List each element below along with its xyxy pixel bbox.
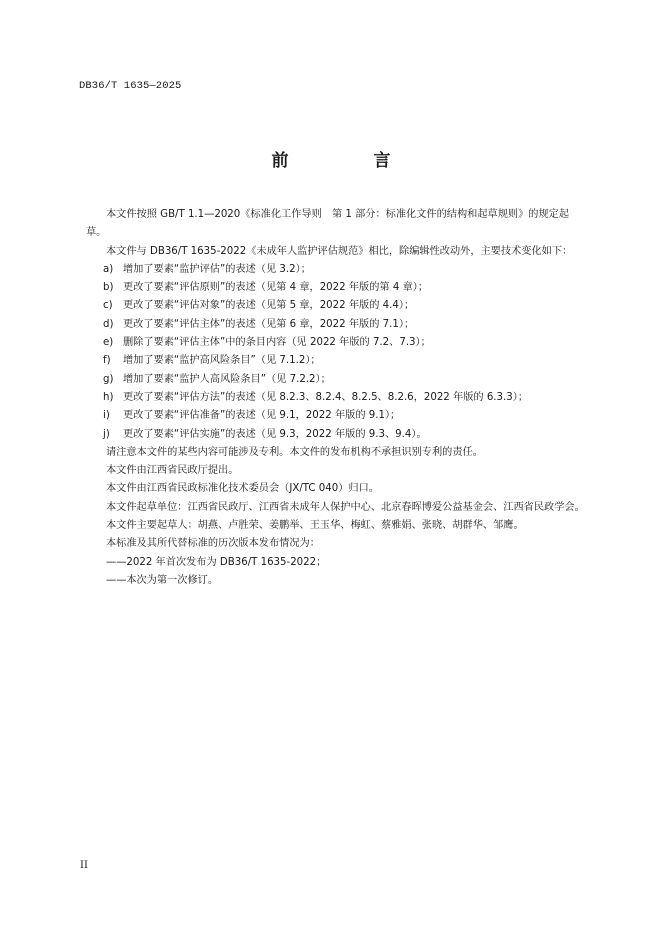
list-item: [86, 389, 586, 407]
foreword-body: [86, 206, 586, 590]
paragraph-proposer: 本文件由江西省民政厅提出。: [106, 465, 239, 477]
list-marker: i): [103, 410, 110, 422]
list-marker: a): [103, 263, 114, 275]
page-number: II: [80, 860, 88, 871]
list-marker: f): [103, 355, 111, 367]
list-item: [86, 334, 586, 352]
list-item-text: 增加了要素“监护评估”的表述（见 3.2）；: [123, 263, 311, 275]
list-item-text: 更改了要素“评估对象”的表述（见第 5 章，2022 年版的 4.4）；: [123, 300, 415, 312]
paragraph-committee: 本文件由江西省民政标准化技术委员会（JX/TC 040）归口。: [106, 483, 379, 495]
list-marker: c): [103, 300, 113, 312]
list-marker: e): [103, 337, 114, 349]
list-item: [86, 261, 586, 279]
list-item-text: 增加了要素“监护高风险条目”（见 7.1.2）；: [123, 355, 321, 367]
history-item: ——2022 年首次发布为 DB36/T 1635-2022；: [106, 556, 327, 568]
paragraph-drafters: 本文件主要起草人：胡燕、卢胜荣、姜鹏举、王玉华、梅虹、蔡雅娟、张晓、胡群华、邹鹰。: [106, 520, 524, 532]
list-item-text: 增加了要素“监护人高风险条目”（见 7.2.2）；: [123, 373, 331, 385]
paragraph-changes-intro: 本文件与 DB36/T 1635-2022《未成年人监护评估规范》相比，除编辑性改动外，主要技术变化如下：: [106, 245, 573, 257]
list-item-text: 更改了要素“评估方法”的表述（见 8.2.3、8.2.4、8.2.5、8.2.6，2022 年版的 6.3.3）；: [123, 391, 529, 403]
paragraph-drafting-basis: 本文件按照 GB/T 1.1—2020《标准化工作导则 第 1 部分：标准化文件的结构和起草规则》的规定起草。: [86, 209, 570, 239]
list-marker: d): [103, 318, 114, 330]
list-item-text: 更改了要素“评估实施”的表述（见 9.3，2022 年版的 9.3、9.4）。: [123, 428, 427, 440]
list-item: [86, 407, 586, 425]
list-item: [86, 371, 586, 389]
document-code: DB36/T 1635—2025: [79, 80, 182, 92]
list-marker: g): [103, 373, 114, 385]
list-marker: j): [103, 428, 110, 440]
paragraph-history-intro: 本标准及其所代替标准的历次版本发布情况为：: [106, 538, 320, 550]
list-item-text: 更改了要素“评估准备”的表述（见 9.1，2022 年版的 9.1）；: [123, 410, 401, 422]
paragraph-drafting-units: 本文件起草单位：江西省民政厅、江西省未成年人保护中心、北京春晖博爱公益基金会、江西省民政学会。: [106, 501, 585, 513]
list-item-text: 更改了要素“评估主体”的表述（见第 6 章，2022 年版的 7.1）；: [123, 318, 415, 330]
history-item: ——本次为第一次修订。: [106, 574, 219, 586]
list-item: [86, 316, 586, 334]
list-item-text: 删除了要素“评估主体”中的条目内容（见 2022 年版的 7.2、7.3）；: [123, 337, 431, 349]
list-item: [86, 352, 586, 370]
list-item: [86, 297, 586, 315]
list-marker: h): [103, 391, 114, 403]
page-title: 前 言: [271, 151, 425, 171]
paragraph-patent-notice: 请注意本文件的某些内容可能涉及专利。本文件的发布机构不承担识别专利的责任。: [106, 446, 483, 458]
list-item: [86, 279, 586, 297]
list-item: [86, 426, 586, 444]
list-marker: b): [103, 282, 114, 294]
list-item-text: 更改了要素“评估原则”的表述（见第 4 章，2022 年版的第 4 章）；: [123, 282, 429, 294]
